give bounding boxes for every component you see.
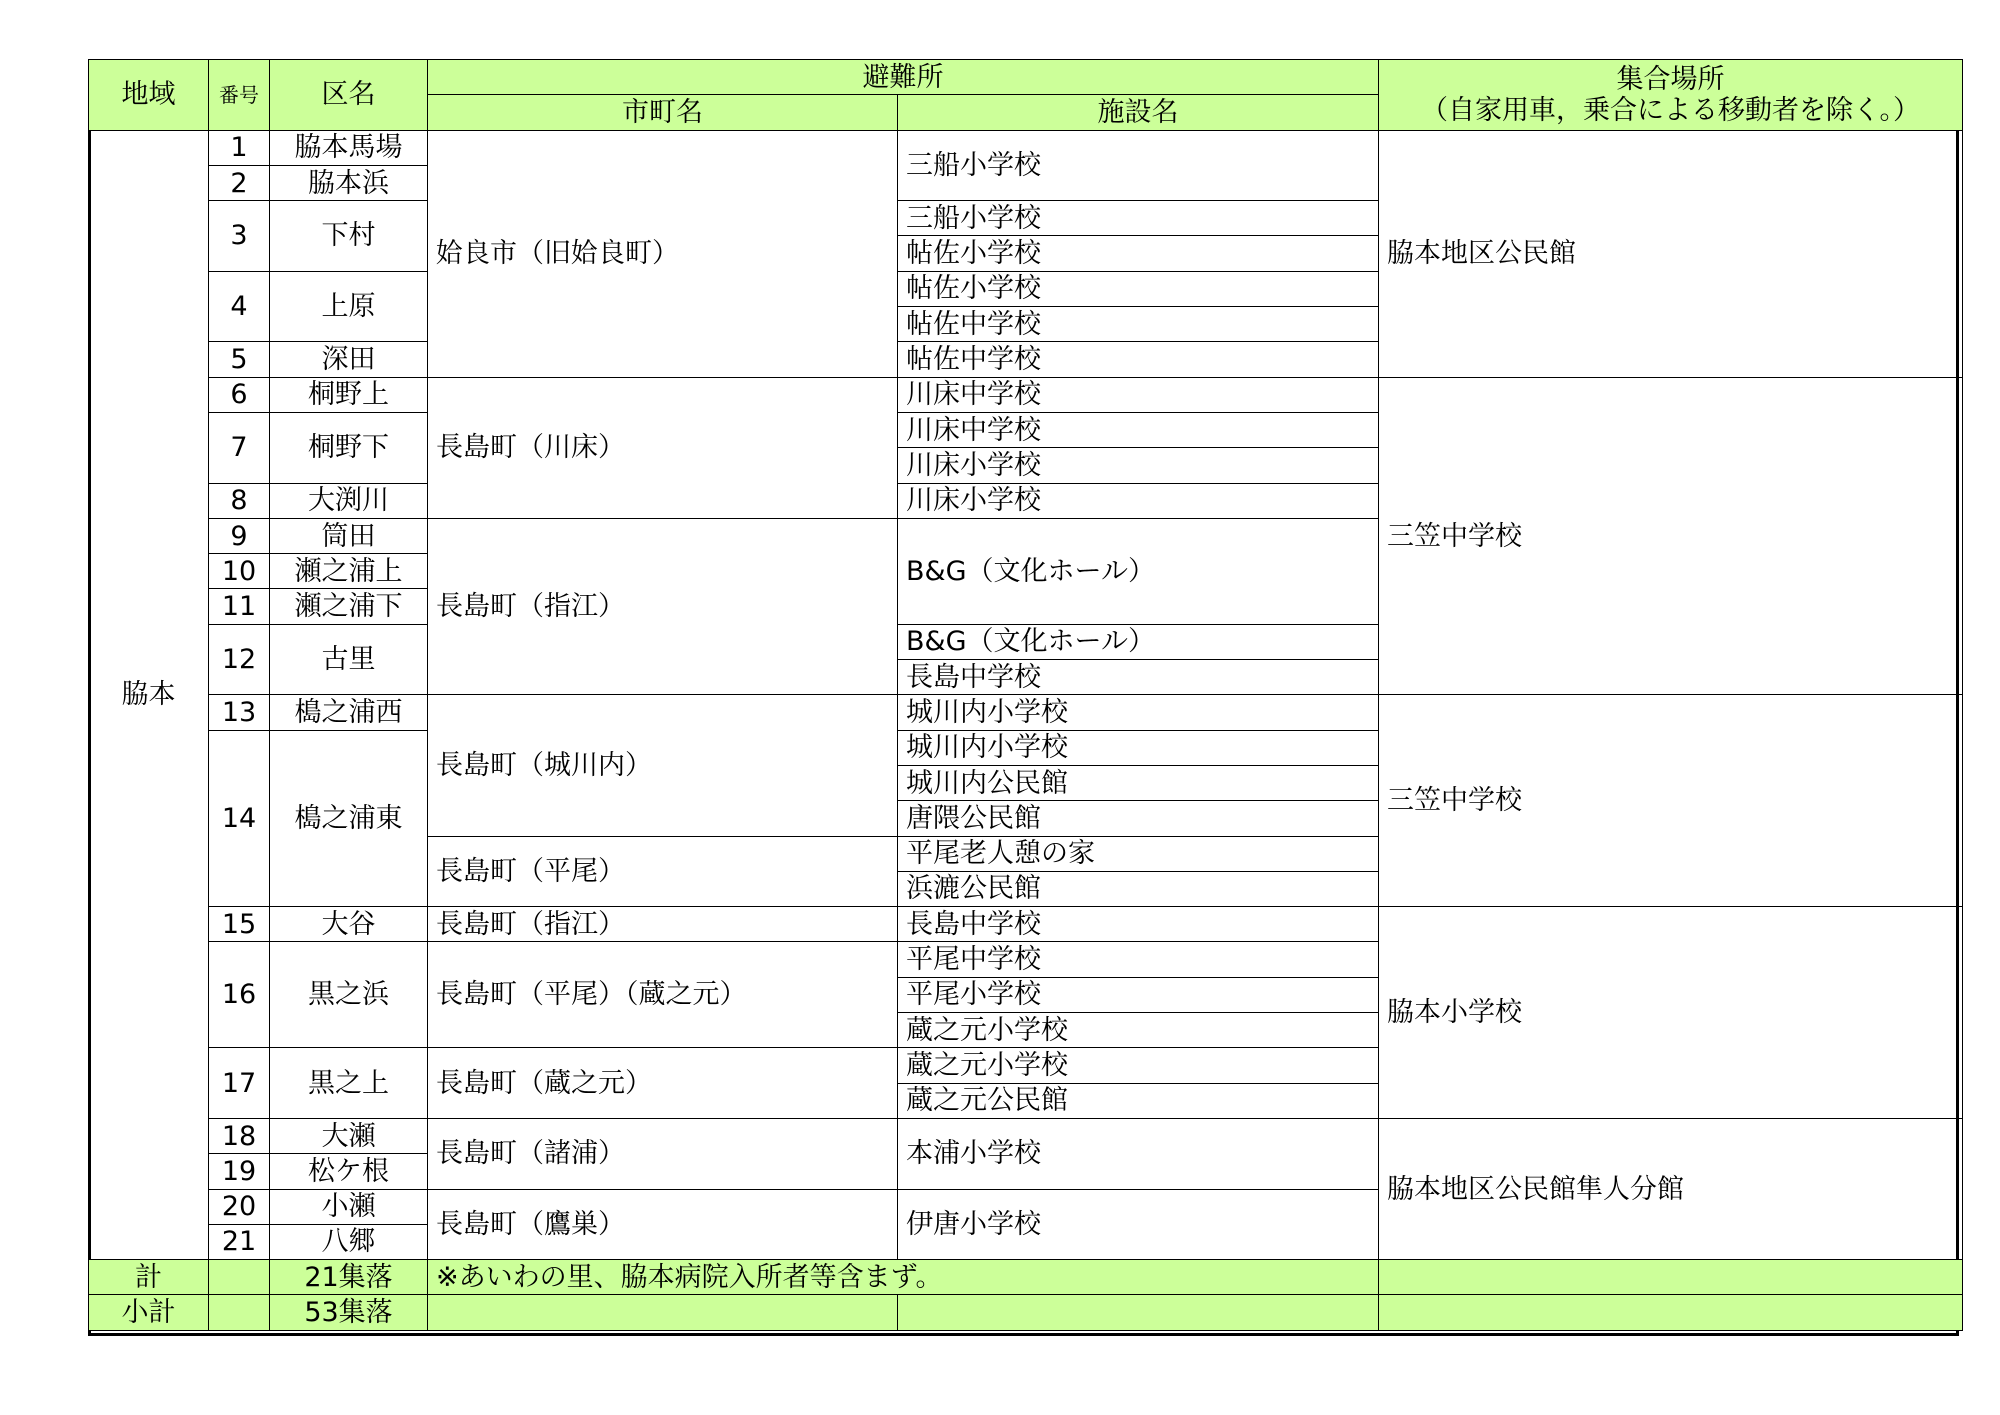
- subtotal-row: [89, 1295, 1963, 1330]
- assembly-cell: 三笠中学校: [1379, 695, 1963, 907]
- facility-cell: 長島中学校: [898, 660, 1379, 695]
- assembly-cell: 脇本地区公民館: [1379, 130, 1963, 377]
- header-row-1: [89, 60, 1963, 95]
- facility-cell: 帖佐中学校: [898, 342, 1379, 377]
- header-facility: 施設名: [898, 95, 1379, 130]
- municipality-cell: 長島町（平尾）: [428, 836, 898, 907]
- facility-cell: 長島中学校: [898, 907, 1379, 942]
- district-number: 20: [209, 1189, 270, 1224]
- facility-cell: 帖佐小学校: [898, 271, 1379, 306]
- district-name: 小瀬: [270, 1189, 428, 1224]
- header-region: 地域: [89, 60, 209, 131]
- district-name: 八郷: [270, 1224, 428, 1259]
- facility-cell: 川床中学校: [898, 377, 1379, 412]
- facility-cell: 蔵之元小学校: [898, 1013, 1379, 1048]
- facility-cell: 三船小学校: [898, 201, 1379, 236]
- district-number: 11: [209, 589, 270, 624]
- district-name: 桐野上: [270, 377, 428, 412]
- header-assembly: [1379, 60, 1963, 131]
- total-count: 21集落: [270, 1260, 428, 1295]
- district-name: 筒田: [270, 518, 428, 553]
- district-name: 黒之浜: [270, 942, 428, 1048]
- district-number: 9: [209, 518, 270, 553]
- total-empty-assembly: [1379, 1260, 1963, 1295]
- subtotal-empty-municipality: [428, 1295, 898, 1330]
- facility-cell: 伊唐小学校: [898, 1189, 1379, 1260]
- district-number: 4: [209, 271, 270, 342]
- district-number: 16: [209, 942, 270, 1048]
- facility-cell: 城川内公民館: [898, 765, 1379, 800]
- header-municipality: 市町名: [428, 95, 898, 130]
- district-name: 古里: [270, 624, 428, 695]
- municipality-cell: 長島町（指江）: [428, 518, 898, 694]
- total-empty-number: [209, 1260, 270, 1295]
- facility-cell: 帖佐中学校: [898, 307, 1379, 342]
- district-name: 大谷: [270, 907, 428, 942]
- facility-cell: 平尾中学校: [898, 942, 1379, 977]
- facility-cell: 蔵之元公民館: [898, 1083, 1379, 1118]
- district-number: 3: [209, 201, 270, 272]
- total-label: 計: [89, 1260, 209, 1295]
- district-name: 松ケ根: [270, 1154, 428, 1189]
- assembly-cell: 脇本地区公民館隼人分館: [1379, 1118, 1963, 1259]
- table-row: [89, 907, 1963, 942]
- facility-cell: B&G（文化ホール）: [898, 624, 1379, 659]
- municipality-cell: 長島町（蔵之元）: [428, 1048, 898, 1119]
- district-name: 槝之浦東: [270, 730, 428, 906]
- district-name: 大瀬: [270, 1118, 428, 1153]
- municipality-cell: 姶良市（旧姶良町）: [428, 130, 898, 377]
- district-number: 19: [209, 1154, 270, 1189]
- table-row: [89, 130, 1963, 165]
- district-name: 瀬之浦上: [270, 554, 428, 589]
- district-number: 15: [209, 907, 270, 942]
- district-number: 13: [209, 695, 270, 730]
- district-number: 17: [209, 1048, 270, 1119]
- district-name: 脇本浜: [270, 165, 428, 200]
- facility-cell: 城川内小学校: [898, 695, 1379, 730]
- district-number: 10: [209, 554, 270, 589]
- facility-cell: 本浦小学校: [898, 1118, 1379, 1189]
- district-name: 黒之上: [270, 1048, 428, 1119]
- municipality-cell: 長島町（諸浦）: [428, 1118, 898, 1189]
- facility-cell: B&G（文化ホール）: [898, 518, 1379, 624]
- district-number: 1: [209, 130, 270, 165]
- header-shelter: 避難所: [428, 60, 1379, 95]
- district-name: 槝之浦西: [270, 695, 428, 730]
- region-cell: 脇本: [89, 130, 209, 1260]
- district-number: 6: [209, 377, 270, 412]
- assembly-cell: 脇本小学校: [1379, 907, 1963, 1119]
- header-assembly-line1: 集合場所: [1616, 63, 1725, 95]
- facility-cell: 城川内小学校: [898, 730, 1379, 765]
- district-name: 下村: [270, 201, 428, 272]
- facility-cell: 川床小学校: [898, 483, 1379, 518]
- district-name: 深田: [270, 342, 428, 377]
- municipality-cell: 長島町（指江）: [428, 907, 898, 942]
- total-row: [89, 1260, 1963, 1295]
- table-row: [89, 695, 1963, 730]
- district-number: 7: [209, 412, 270, 483]
- district-name: 瀬之浦下: [270, 589, 428, 624]
- subtotal-count: 53集落: [270, 1295, 428, 1330]
- district-name: 上原: [270, 271, 428, 342]
- facility-cell: 蔵之元小学校: [898, 1048, 1379, 1083]
- assembly-cell: 三笠中学校: [1379, 377, 1963, 695]
- subtotal-empty-assembly: [1379, 1295, 1963, 1330]
- header-number: 番号: [209, 60, 270, 131]
- district-number: 21: [209, 1224, 270, 1259]
- evacuation-table: [88, 59, 1963, 1331]
- table-row: [89, 377, 1963, 412]
- district-number: 2: [209, 165, 270, 200]
- facility-cell: 帖佐小学校: [898, 236, 1379, 271]
- facility-cell: 川床小学校: [898, 448, 1379, 483]
- subtotal-empty-facility: [898, 1295, 1379, 1330]
- district-number: 18: [209, 1118, 270, 1153]
- header-district: 区名: [270, 60, 428, 131]
- subtotal-label: 小計: [89, 1295, 209, 1330]
- district-number: 14: [209, 730, 270, 906]
- facility-cell: 平尾老人憩の家: [898, 836, 1379, 871]
- header-assembly-line2: （自家用車，乗合による移動者を除く。）: [1421, 94, 1920, 126]
- municipality-cell: 長島町（平尾）（蔵之元）: [428, 942, 898, 1048]
- municipality-cell: 長島町（鷹巣）: [428, 1189, 898, 1260]
- district-name: 脇本馬場: [270, 130, 428, 165]
- municipality-cell: 長島町（城川内）: [428, 695, 898, 836]
- facility-cell: 唐隈公民館: [898, 801, 1379, 836]
- facility-cell: 三船小学校: [898, 130, 1379, 201]
- facility-cell: 浜漉公民館: [898, 871, 1379, 906]
- table-row: [89, 1118, 1963, 1153]
- facility-cell: 川床中学校: [898, 412, 1379, 447]
- subtotal-empty-number: [209, 1295, 270, 1330]
- district-number: 8: [209, 483, 270, 518]
- district-number: 12: [209, 624, 270, 695]
- district-name: 桐野下: [270, 412, 428, 483]
- district-name: 大渕川: [270, 483, 428, 518]
- district-number: 5: [209, 342, 270, 377]
- municipality-cell: 長島町（川床）: [428, 377, 898, 518]
- facility-cell: 平尾小学校: [898, 977, 1379, 1012]
- total-note: ※あいわの里、脇本病院入所者等含まず。: [428, 1260, 1379, 1295]
